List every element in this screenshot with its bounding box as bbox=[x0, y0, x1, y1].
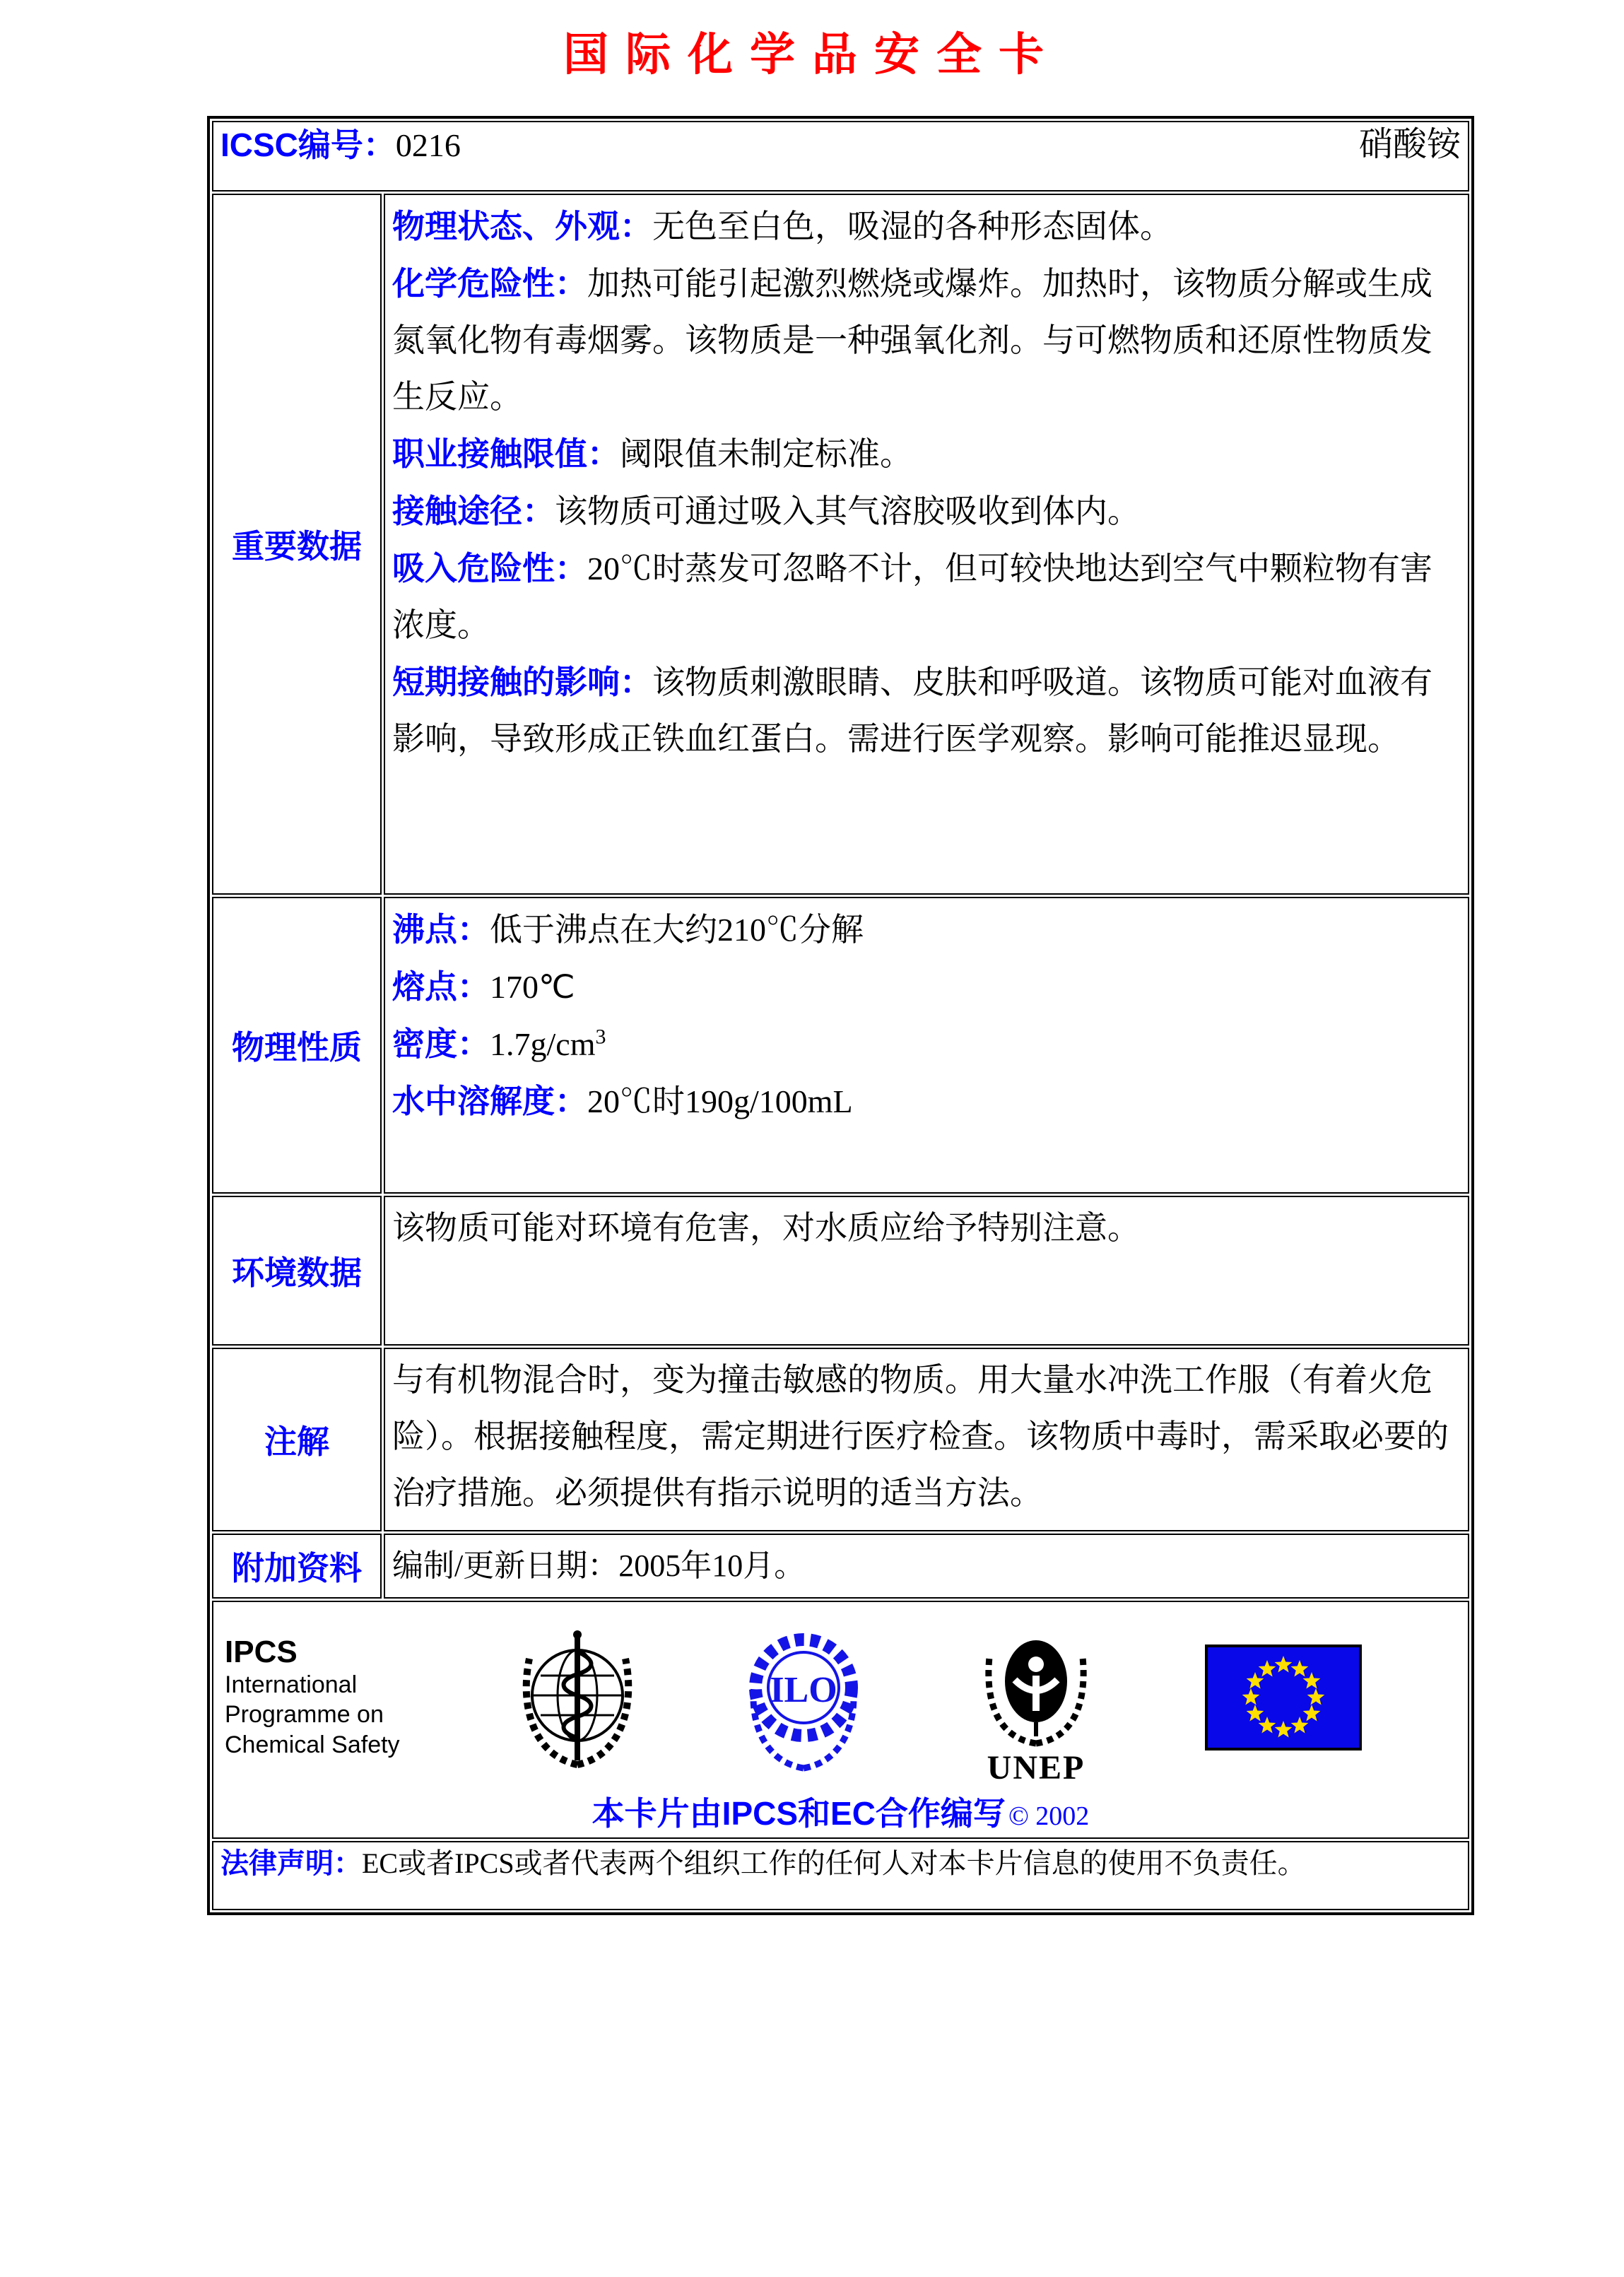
field-label: 接触途径： bbox=[392, 493, 555, 529]
logos-cell bbox=[212, 1601, 1469, 1839]
icsc-card-page bbox=[0, 18, 1624, 1915]
logos-row bbox=[220, 1605, 1461, 1784]
row-physical-properties bbox=[212, 897, 1469, 1194]
ipcs-acronym: IPCS bbox=[225, 1634, 298, 1669]
field-value: 20℃时190g/100mL bbox=[587, 1083, 853, 1119]
footer-caption bbox=[220, 1788, 1461, 1835]
field-exposure-route bbox=[392, 483, 1461, 540]
who-logo-icon bbox=[514, 1625, 641, 1770]
field-melting-point bbox=[392, 958, 1461, 1016]
row-notes bbox=[212, 1348, 1469, 1531]
legal-text: EC或者IPCS或者代表两个组织工作的任何人对本卡片信息的使用不负责任。 bbox=[362, 1847, 1306, 1879]
field-label: 短期接触的影响： bbox=[392, 664, 652, 700]
field-chemical-danger bbox=[392, 255, 1461, 425]
section-label-additional-info: 附加资料 bbox=[232, 1550, 362, 1587]
unep-logo-icon bbox=[965, 1611, 1107, 1784]
section-label-notes: 注解 bbox=[264, 1423, 329, 1460]
section-cell-environmental-data bbox=[212, 1196, 382, 1346]
notes-text: 与有机物混合时，变为撞击敏感的物质。用大量水冲洗工作服（有着火危险）。根据接触程度，需定期进行医疗检查。该物质中毒时，需采取必要的治疗措施。必须提供有指示说明的适当方法。 bbox=[392, 1362, 1449, 1511]
ipcs-line-2: Programme on bbox=[225, 1701, 384, 1729]
field-short-term-effects bbox=[392, 654, 1461, 767]
content-cell-additional-info bbox=[384, 1534, 1469, 1599]
field-label: 沸点： bbox=[392, 911, 490, 948]
section-cell-additional-info bbox=[212, 1534, 382, 1599]
icsc-card-table bbox=[207, 116, 1474, 1915]
ilo-logo-icon bbox=[740, 1623, 867, 1772]
row-additional-info bbox=[212, 1534, 1469, 1599]
field-occupational-limit bbox=[392, 425, 1461, 483]
field-density bbox=[392, 1016, 1461, 1073]
eu-flag-icon bbox=[1205, 1644, 1362, 1751]
field-label: 熔点： bbox=[392, 968, 490, 1005]
field-water-solubility bbox=[392, 1073, 1461, 1130]
ipcs-line-1: International bbox=[225, 1671, 358, 1698]
ilo-letters: ILO bbox=[769, 1669, 837, 1710]
ipcs-logo bbox=[225, 1635, 416, 1760]
field-label: 物理状态、外观： bbox=[392, 208, 652, 245]
field-boiling-point bbox=[392, 901, 1461, 958]
row-logos bbox=[212, 1601, 1469, 1839]
field-value: 170℃ bbox=[490, 969, 575, 1005]
row-legal bbox=[212, 1841, 1469, 1910]
field-value: 阈限值未制定标准。 bbox=[620, 436, 912, 472]
field-value: 低于沸点在大约210℃分解 bbox=[490, 912, 864, 948]
content-cell-physical-properties bbox=[384, 897, 1469, 1194]
section-label-physical-properties: 物理性质 bbox=[232, 1029, 362, 1066]
density-superscript: 3 bbox=[595, 1025, 606, 1049]
section-label-important-data: 重要数据 bbox=[232, 528, 362, 565]
field-value: 20℃时蒸发可忽略不计，但可较快地达到空气中颗粒物有害浓度。 bbox=[392, 551, 1432, 643]
page-title: 国际化学品安全卡 bbox=[563, 30, 1061, 80]
section-cell-important-data bbox=[212, 194, 382, 895]
field-value: 该物质可通过吸入其气溶胶吸收到体内。 bbox=[555, 493, 1140, 529]
row-environmental-data bbox=[212, 1196, 1469, 1346]
caption-text: 本卡片由IPCS和EC合作编写 bbox=[592, 1795, 1006, 1832]
legal-cell bbox=[212, 1841, 1469, 1910]
header-cell bbox=[212, 121, 1469, 192]
field-value: 无色至白色，吸湿的各种形态固体。 bbox=[652, 208, 1172, 245]
environmental-data-text: 该物质可能对环境有危害，对水质应给予特别注意。 bbox=[392, 1210, 1140, 1246]
field-value: 加热可能引起激烈燃烧或爆炸。加热时，该物质分解或生成氮氧化物有毒烟雾。该物质是一种强氧化剂。与可燃物质和还原性物质发生反应。 bbox=[392, 266, 1432, 415]
additional-info-text: 编制/更新日期：2005年10月。 bbox=[392, 1548, 806, 1583]
unep-letters: UNEP bbox=[987, 1749, 1085, 1784]
section-cell-notes bbox=[212, 1348, 382, 1531]
header-row bbox=[212, 121, 1469, 192]
field-inhalation-risk bbox=[392, 540, 1461, 654]
field-label: 吸入危险性： bbox=[392, 550, 587, 587]
field-physical-state bbox=[392, 198, 1461, 255]
row-important-data bbox=[212, 194, 1469, 895]
field-label: 职业接触限值： bbox=[392, 435, 620, 472]
section-label-environmental-data: 环境数据 bbox=[232, 1254, 362, 1291]
content-cell-notes bbox=[384, 1348, 1469, 1531]
field-value: 1.7g/cm bbox=[490, 1026, 596, 1062]
icsc-number-label: ICSC编号： bbox=[220, 126, 396, 163]
field-label: 化学危险性： bbox=[392, 265, 587, 302]
section-cell-physical-properties bbox=[212, 897, 382, 1194]
copyright-text: © 2002 bbox=[1008, 1801, 1090, 1831]
field-label: 水中溶解度： bbox=[392, 1083, 587, 1119]
chemical-name: 硝酸铵 bbox=[1358, 126, 1461, 163]
ipcs-line-3: Chemical Safety bbox=[225, 1731, 400, 1758]
content-cell-important-data bbox=[384, 194, 1469, 895]
field-label: 密度： bbox=[392, 1025, 490, 1062]
content-cell-environmental-data bbox=[384, 1196, 1469, 1346]
field-value: 该物质刺激眼睛、皮肤和呼吸道。该物质可能对血液有影响，导致形成正铁血红蛋白。需进行医学观察。影响可能推迟显现。 bbox=[392, 664, 1432, 757]
legal-label: 法律声明： bbox=[220, 1848, 362, 1879]
icsc-number-value: 0216 bbox=[395, 127, 461, 163]
